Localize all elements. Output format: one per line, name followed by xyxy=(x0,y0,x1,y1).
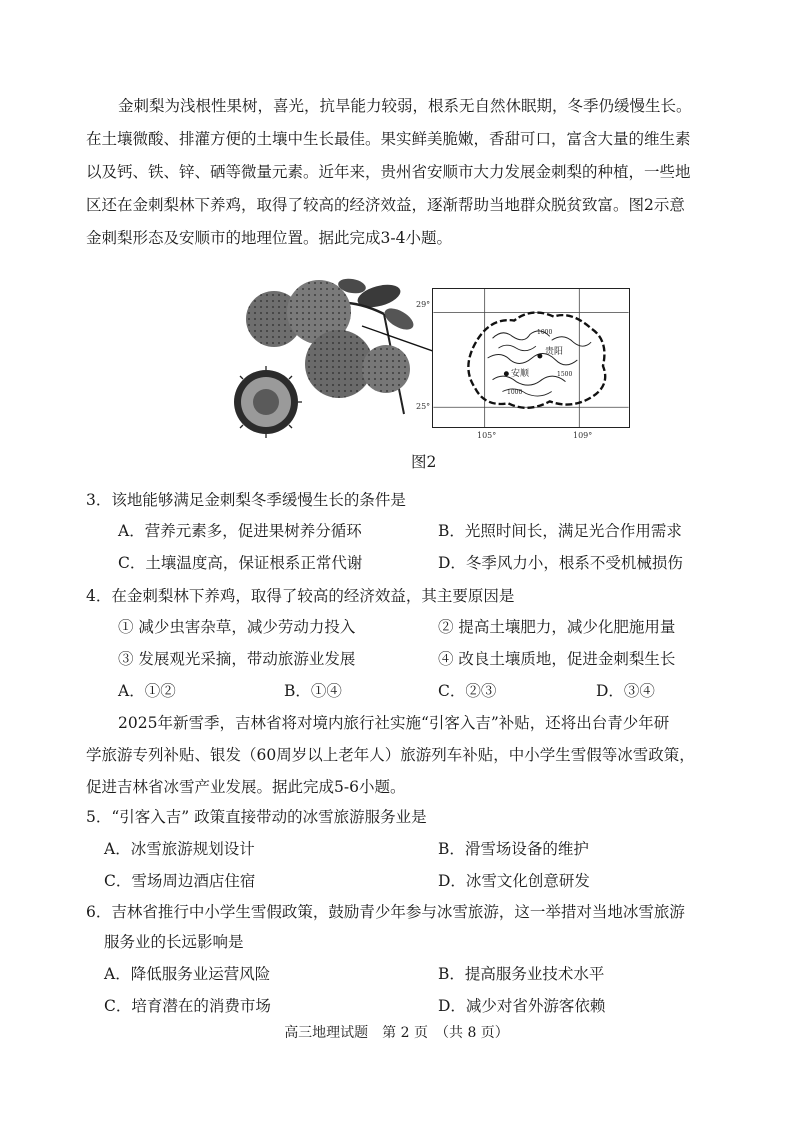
capital-label: 贵阳 xyxy=(545,347,564,357)
q3-option-b: B．光照时间长，满足光合作用需求 xyxy=(438,522,682,540)
q5-stem: 5．“引客入吉” 政策直接带动的冰雪旅游服务业是 xyxy=(86,808,427,826)
q5-option-a: A．冰雪旅游规划设计 xyxy=(104,840,255,858)
city-label: 安顺 xyxy=(511,369,530,379)
passage2-line1: 2025年新雪季，吉林省将对境内旅行社实施“引客入吉”补贴，还将出台青少年研 xyxy=(118,714,670,732)
q3-option-d: D．冬季风力小，根系不受机械损伤 xyxy=(438,554,683,572)
location-map xyxy=(432,288,630,428)
longitude-label-left: 105° xyxy=(477,431,497,440)
q3-option-a: A．营养元素多，促进果树养分循环 xyxy=(118,522,362,540)
q6-option-c: C．培育潜在的消费市场 xyxy=(104,997,271,1015)
q4-option-b: B．①④ xyxy=(284,682,342,700)
q3-option-c: C．土壤温度高，保证根系正常代谢 xyxy=(118,554,363,572)
q4-stem: 4．在金刺梨林下养鸡，取得了较高的经济效益，其主要原因是 xyxy=(86,587,515,605)
passage1-line4: 区还在金刺梨林下养鸡，取得了较高的经济效益，逐渐帮助当地群众脱贫致富。图2示意 xyxy=(86,196,685,214)
passage1-line5: 金刺梨形态及安顺市的地理位置。据此完成3-4小题。 xyxy=(86,229,452,247)
contour-label: 1000 xyxy=(537,329,553,336)
q6-option-a: A．降低服务业运营风险 xyxy=(104,965,271,983)
figure-2 xyxy=(234,274,634,444)
q4-statement-2: ② 提高土壤肥力，减少化肥施用量 xyxy=(438,618,676,636)
q6-stem-line2: 服务业的长远影响是 xyxy=(104,933,244,951)
map-graphic xyxy=(433,289,629,427)
passage2-line3: 促进吉林省冰雪产业发展。据此完成5-6小题。 xyxy=(86,778,406,796)
q6-option-b: B．提高服务业技术水平 xyxy=(438,965,605,983)
figure-caption: 图2 xyxy=(411,453,437,471)
contour-label: 1500 xyxy=(557,371,573,378)
contour-label: 1000 xyxy=(507,389,523,396)
passage1-line2: 在土壤微酸、排灌方便的土壤中生长最佳。果实鲜美脆嫩，香甜可口，富含大量的维生素 xyxy=(86,130,691,148)
q4-option-c: C．②③ xyxy=(438,682,497,700)
q4-statement-4: ④ 改良土壤质地，促进金刺梨生长 xyxy=(438,650,676,668)
q6-stem-line1: 6．吉林省推行中小学生雪假政策，鼓励青少年参与冰雪旅游，这一举措对当地冰雪旅游 xyxy=(86,903,685,921)
latitude-label-bottom: 25° xyxy=(416,402,431,411)
q3-stem: 3．该地能够满足金刺梨冬季缓慢生长的条件是 xyxy=(86,491,406,509)
q5-option-d: D．冰雪文化创意研发 xyxy=(438,872,590,890)
q4-option-d: D．③④ xyxy=(596,682,655,700)
page-footer: 高三地理试题 第 2 页 （共 8 页） xyxy=(284,1025,509,1041)
q6-option-d: D．减少对省外游客依赖 xyxy=(438,997,606,1015)
q4-statement-1: ① 减少虫害杂草，减少劳动力投入 xyxy=(118,618,356,636)
q4-statement-3: ③ 发展观光采摘，带动旅游业发展 xyxy=(118,650,356,668)
q5-option-b: B．滑雪场设备的维护 xyxy=(438,840,589,858)
passage1-line3: 以及钙、铁、锌、硒等微量元素。近年来，贵州省安顺市大力发展金刺梨的种植，一些地 xyxy=(86,163,691,181)
passage1-line1: 金刺梨为浅根性果树，喜光，抗旱能力较弱，根系无自然休眠期，冬季仍缓慢生长。 xyxy=(118,97,692,115)
passage2-line2: 学旅游专列补贴、银发（60周岁以上老年人）旅游列车补贴，中小学生雪假等冰雪政策， xyxy=(86,746,695,764)
latitude-label-top: 29° xyxy=(416,300,431,309)
longitude-label-right: 109° xyxy=(573,431,593,440)
q4-option-a: A．①② xyxy=(118,682,176,700)
q5-option-c: C．雪场周边酒店住宿 xyxy=(104,872,256,890)
